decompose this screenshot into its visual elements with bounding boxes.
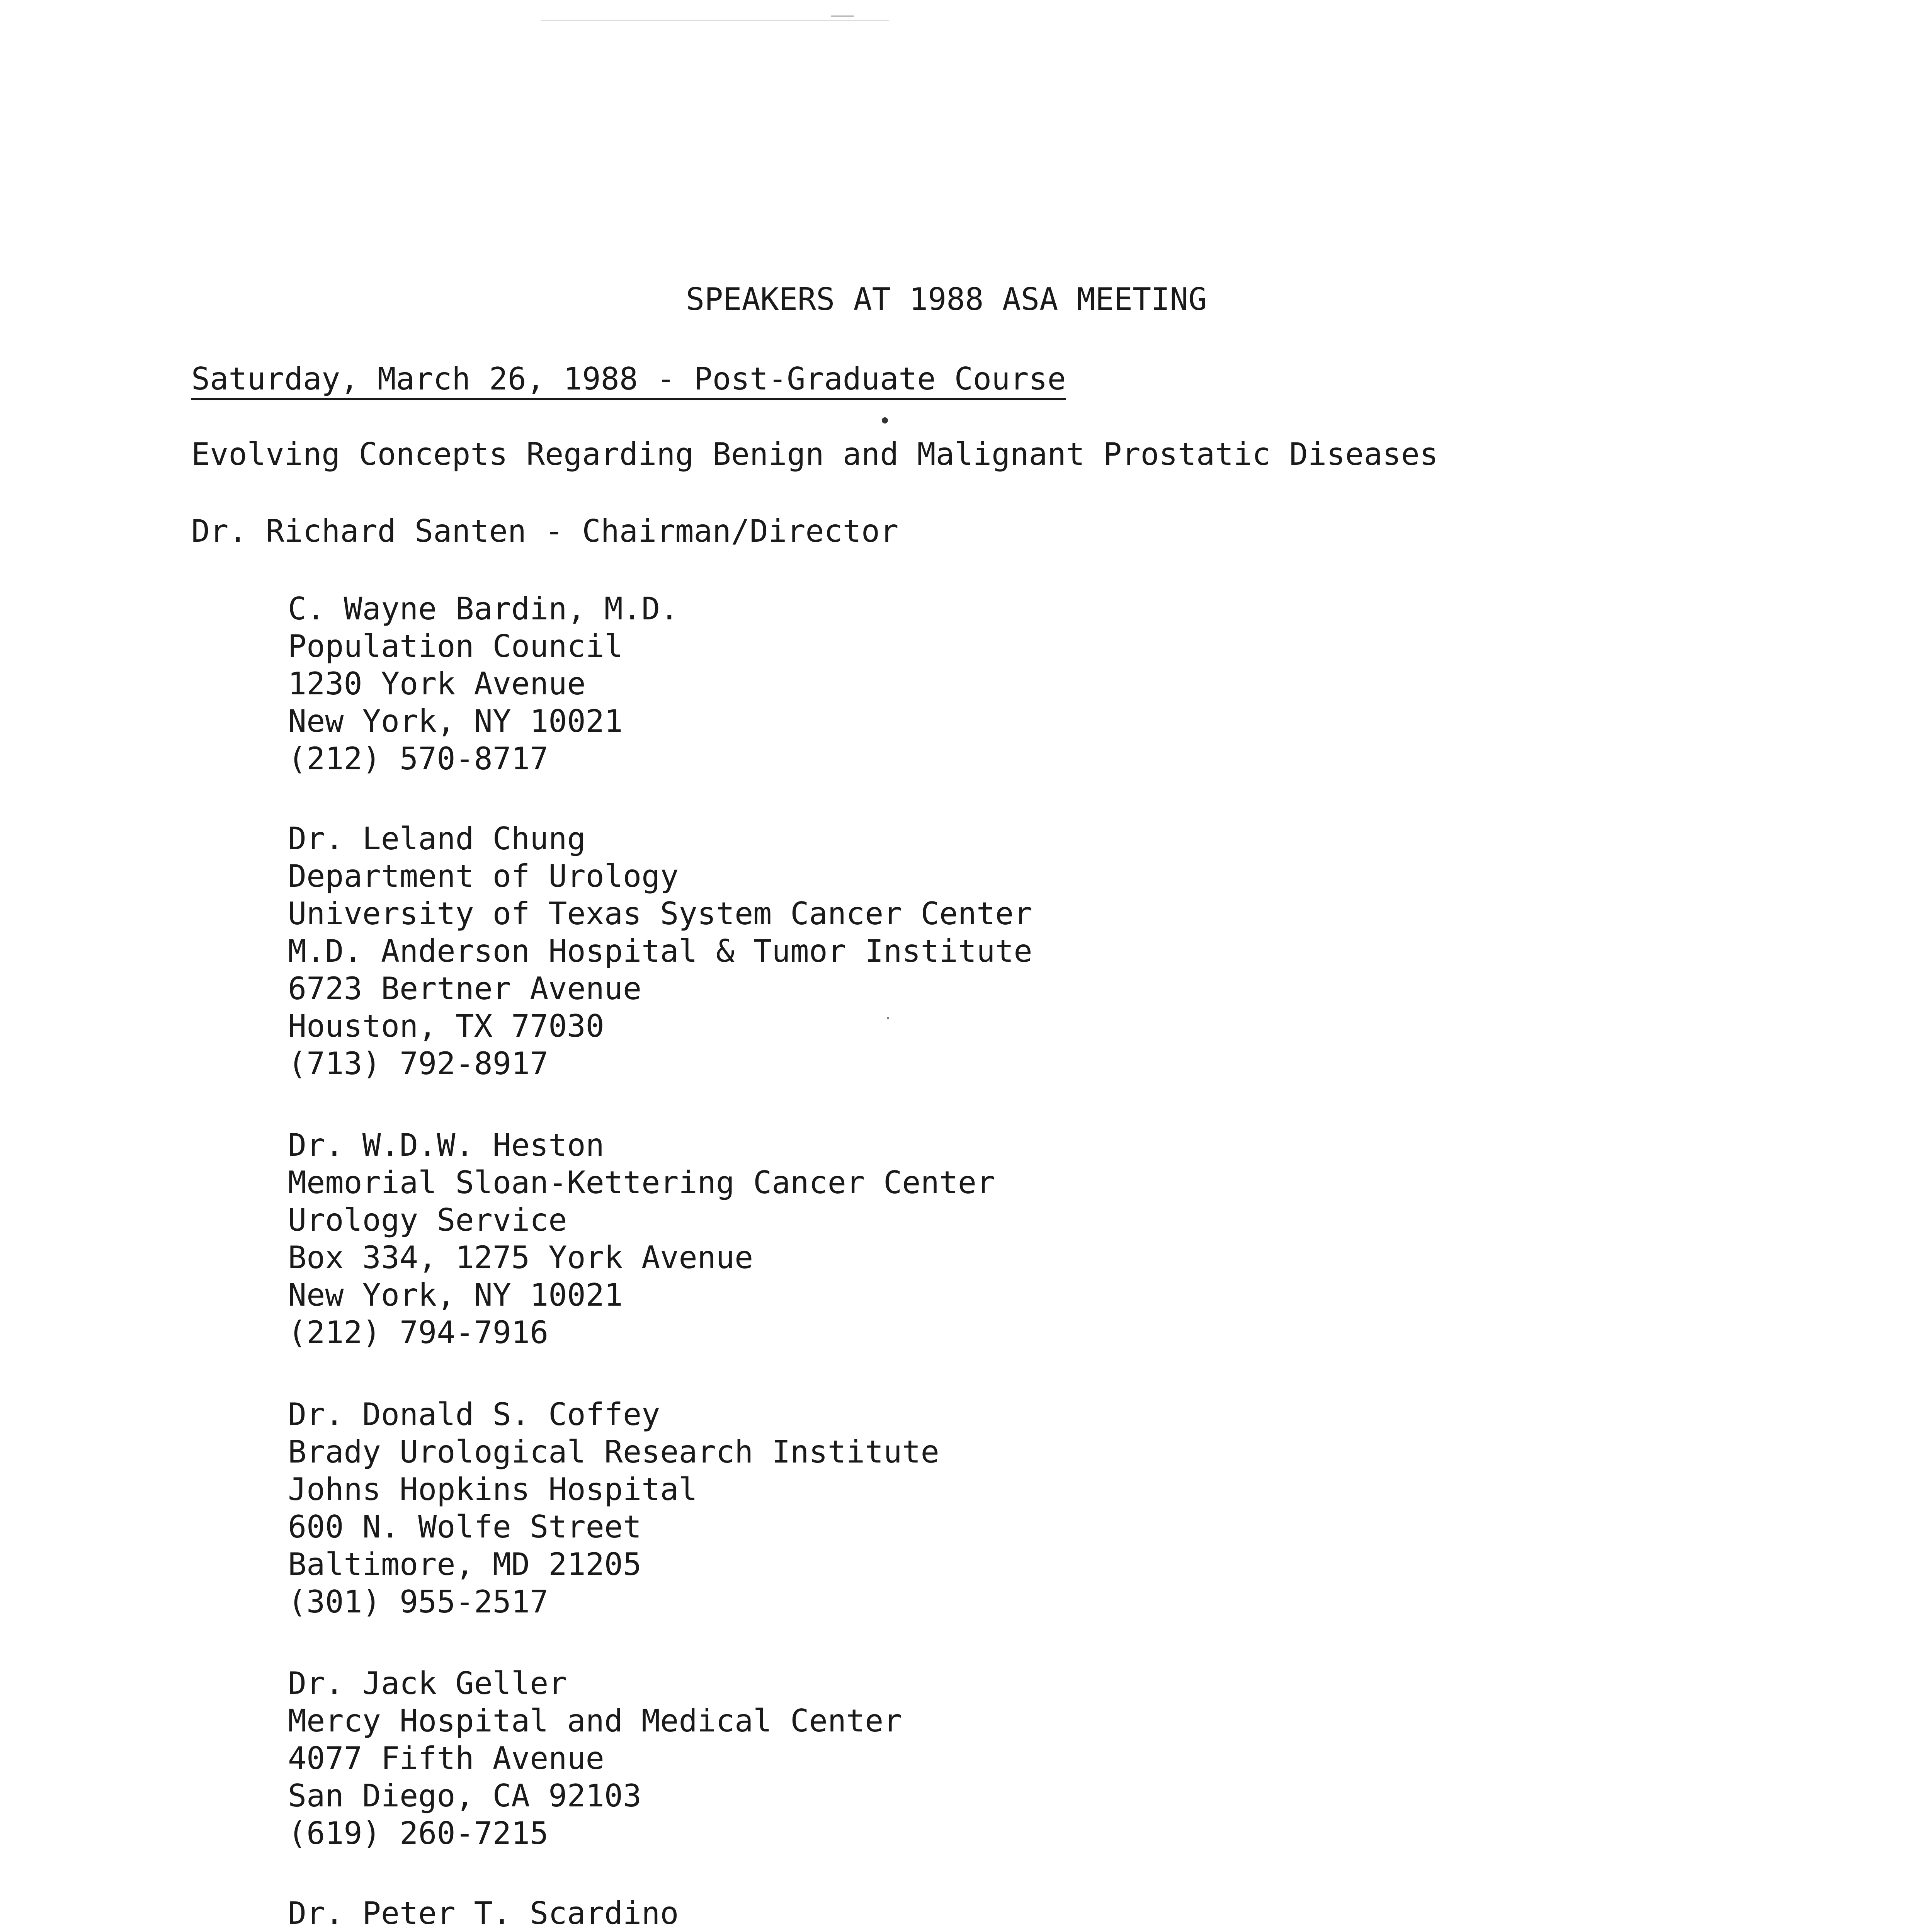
scan-speck [882, 417, 888, 423]
speaker-address-line: Johns Hopkins Hospital [288, 1471, 697, 1507]
scan-speck [831, 15, 854, 17]
speaker-address-line: University of Texas System Cancer Center [288, 896, 1032, 932]
speaker-name: C. Wayne Bardin, M.D. [288, 591, 679, 627]
speaker-name: Dr. Donald S. Coffey [288, 1396, 660, 1432]
speaker-address-line: New York, NY 10021 [288, 1277, 623, 1313]
speaker-block-geller [288, 1665, 1679, 1852]
scan-speck [541, 20, 889, 21]
course-title: Evolving Concepts Regarding Benign and Malignant Prostatic Diseases [191, 436, 1438, 472]
speaker-address-line: Houston, TX 77030 [288, 1008, 604, 1044]
speaker-address-line: Mercy Hospital and Medical Center [288, 1703, 902, 1739]
speaker-address-line: San Diego, CA 92103 [288, 1778, 642, 1814]
speaker-address-line: Baltimore, MD 21205 [288, 1546, 642, 1582]
chairman-line: Dr. Richard Santen - Chairman/Director [191, 513, 899, 549]
speaker-block-heston [288, 1126, 1679, 1351]
speaker-phone: (212) 794-7916 [288, 1315, 549, 1350]
speaker-phone: (301) 955-2517 [288, 1584, 549, 1620]
speaker-address-line: Box 334, 1275 York Avenue [288, 1240, 754, 1276]
date-heading: Saturday, March 26, 1988 - Post-Graduate Course [191, 361, 1066, 397]
speaker-address-line: Population Council [288, 628, 623, 664]
speaker-address-line: 6723 Bertner Avenue [288, 971, 642, 1007]
speaker-address-line: Memorial Sloan-Kettering Cancer Center [288, 1165, 995, 1201]
speaker-phone: (212) 570-8717 [288, 741, 549, 777]
speaker-address-line: 4077 Fifth Avenue [288, 1740, 604, 1776]
speaker-address-line: 600 N. Wolfe Street [288, 1509, 642, 1545]
speaker-address-line: 1230 York Avenue [288, 666, 586, 702]
speaker-name: Dr. W.D.W. Heston [288, 1127, 604, 1163]
speaker-address-line: Urology Service [288, 1202, 567, 1238]
speaker-name: Dr. Jack Geller [288, 1665, 567, 1701]
speaker-block-scardino [288, 1895, 1679, 1932]
speaker-name: Dr. Leland Chung [288, 821, 586, 857]
scan-speck [887, 1017, 889, 1019]
speaker-phone: (619) 260-7215 [288, 1815, 549, 1851]
speaker-phone: (713) 792-8917 [288, 1046, 549, 1082]
speaker-address-line: New York, NY 10021 [288, 703, 623, 739]
document-title: SPEAKERS AT 1988 ASA MEETING [686, 281, 1207, 317]
speaker-address-line: Department of Urology [288, 858, 679, 894]
speaker-block-bardin [288, 590, 1679, 777]
speaker-address-line: Brady Urological Research Institute [288, 1434, 939, 1470]
speaker-address-line: M.D. Anderson Hospital & Tumor Institute [288, 933, 1032, 969]
speaker-block-chung [288, 820, 1679, 1082]
speaker-name: Dr. Peter T. Scardino [288, 1895, 679, 1931]
speaker-block-coffey [288, 1396, 1679, 1621]
